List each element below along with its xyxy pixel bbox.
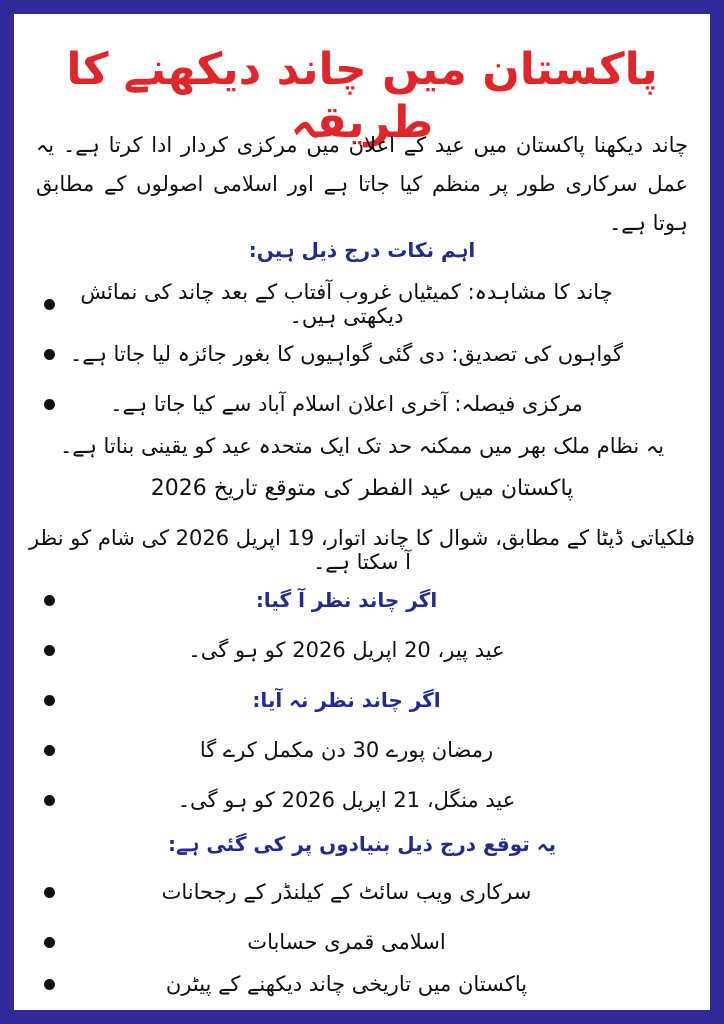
intro-paragraph: چاند دیکھنا پاکستان میں عید کے اعلان میں مرکزی کردار ادا کرتا ہے۔ یہ عمل سرکاری طور پر منظم کیا جاتا ہے اور اسلامی اصولوں کے مطابق ہوتا ہے۔ (36, 133, 688, 235)
key-point-witness: گواہوں کی تصدیق: دی گئی گواہیوں کا بغور جائزہ لیا جاتا ہے۔ (69, 342, 624, 366)
bullet-icon (44, 299, 55, 310)
if-not-seen-eid: عید منگل، 21 اپریل 2026 کو ہو گی۔ (177, 788, 516, 812)
list-item (44, 680, 680, 720)
poster-page (14, 14, 710, 1010)
list-item (44, 730, 680, 770)
if-seen-result: عید پیر، 20 اپریل 2026 کو ہو گی۔ (188, 638, 505, 662)
list-item (44, 780, 680, 820)
bullet-icon (44, 979, 55, 990)
key-points-heading: اہم نکات درج ذیل ہیں: (248, 238, 476, 262)
bullet-icon (44, 937, 55, 948)
list-item (44, 384, 680, 424)
basis-historical: پاکستان میں تاریخی چاند دیکھنے کے پیٹرن (165, 972, 528, 996)
key-point-decision: مرکزی فیصلہ: آخری اعلان اسلام آباد سے کیا جاتا ہے۔ (110, 392, 583, 416)
list-item (44, 334, 680, 374)
basis-calendar: سرکاری ویب سائٹ کے کیلنڈر کے رجحانات (161, 880, 532, 904)
basis-heading: یہ توقع درج ذیل بنیادوں پر کی گئی ہے: (168, 832, 556, 856)
list-item (44, 964, 680, 1004)
bullet-icon (44, 745, 55, 756)
if-not-seen-ramadan: رمضان پورے 30 دن مکمل کرے گا (199, 738, 494, 762)
basis-lunar: اسلامی قمری حسابات (247, 930, 446, 954)
if-not-seen-heading: اگر چاند نظر نہ آیا: (252, 688, 441, 712)
list-item (44, 922, 680, 962)
expected-date-heading: پاکستان میں عید الفطر کی متوقع تاریخ 2026 (150, 476, 574, 501)
system-line: یہ نظام ملک بھر میں ممکنہ حد تک ایک متحدہ عید کو یقینی بناتا ہے۔ (59, 434, 665, 458)
list-item (44, 872, 680, 912)
bullet-icon (44, 595, 55, 606)
list-item (44, 580, 680, 620)
astronomy-line: فلکیاتی ڈیٹا کے مطابق، شوال کا چاند اتوار، 19 اپریل 2026 کی شام کو نظر آ سکتا ہے۔ (28, 526, 696, 574)
page-title: پاکستان میں چاند دیکھنے کا طریقہ (66, 44, 658, 148)
key-point-observation: چاند کا مشاہدہ: کمیٹیاں غروب آفتاب کے بعد چاند کی نمائش دیکھتی ہیں۔ (80, 280, 613, 328)
bullet-icon (44, 399, 55, 410)
list-item (44, 280, 680, 328)
bullet-icon (44, 795, 55, 806)
list-item (44, 630, 680, 670)
bullet-icon (44, 887, 55, 898)
bullet-icon (44, 645, 55, 656)
bullet-icon (44, 695, 55, 706)
bullet-icon (44, 349, 55, 360)
if-seen-heading: اگر چاند نظر آ گیا: (255, 588, 438, 612)
